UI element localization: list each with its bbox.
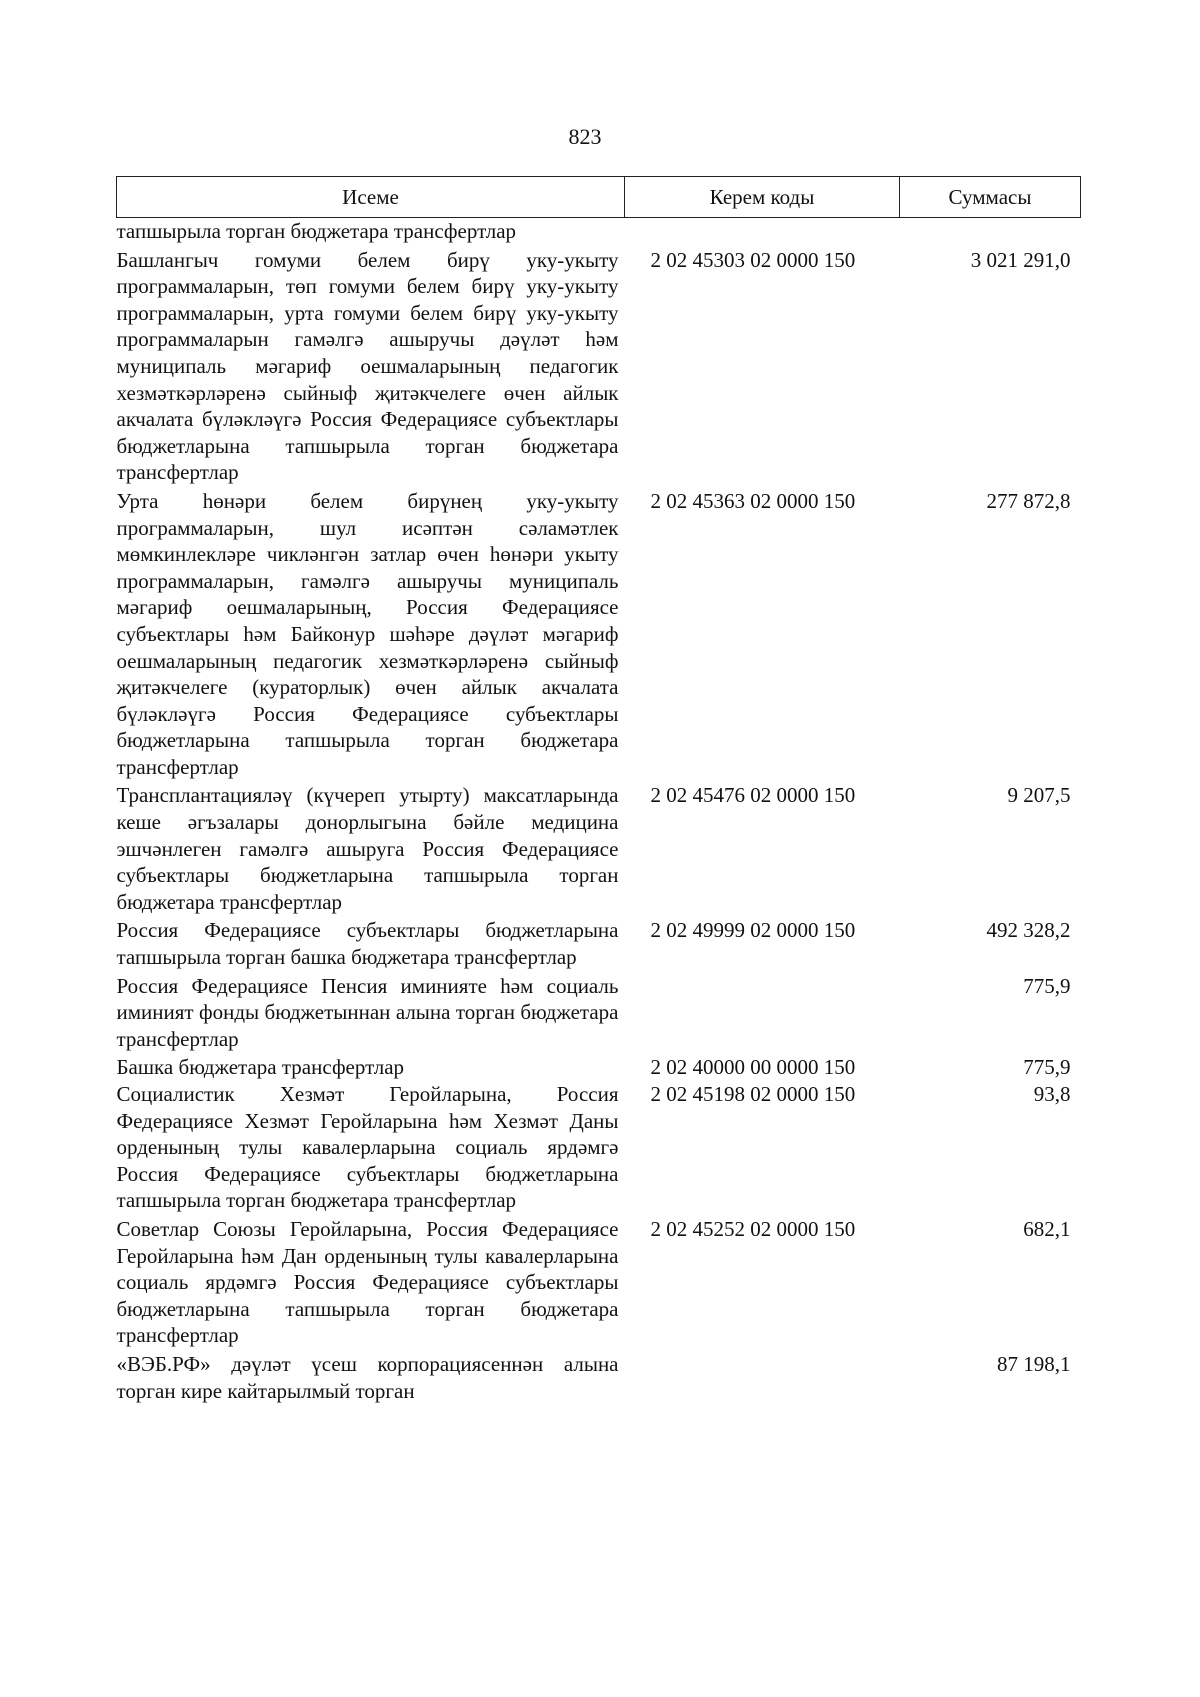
row-sum: 277 872,8 [986, 488, 1071, 513]
row-sum: 93,8 [1033, 1082, 1071, 1106]
row-code: 2 02 45252 02 0000 150 [650, 1216, 856, 1241]
header-row [117, 177, 1081, 218]
header-sum: Суммасы [900, 177, 1081, 218]
row-sum: 9 207,5 [1007, 783, 1071, 808]
header-name: Исеме [117, 177, 625, 218]
table-row [117, 218, 1081, 245]
row-name: Башлангыч гомуми белем бирү уку-укыту программаларын, төп гомуми белем бирү уку-укыту программаларын, урта гомуми белем бирү уку-укыту программаларын гамәлгә ашыручы дәүләт һәм муниципаль мәгариф оешмаларының педагогик хезмәткәрләренә сыйныф җитәкчелеге өчен айлык акчалата бүләкләүгә Россия Федерациясе субъектлары бюджетларына тапшырыла торган бюджетара трансфертлар [116, 247, 619, 485]
table-row [117, 971, 1081, 1053]
table-body [117, 218, 1081, 1405]
table-row [117, 1349, 1081, 1404]
table-row [117, 1214, 1081, 1349]
budget-table [116, 176, 1081, 1404]
row-name: Россия Федерациясе Пенсия иминияте һәм социаль иминият фонды бюджетыннан алына торган бюджетара трансфертлар [116, 973, 619, 1051]
row-code [625, 1349, 900, 1404]
row-name: Башка бюджетара трансфертлар [116, 1055, 405, 1080]
row-sum [900, 218, 1081, 245]
row-sum: 775,9 [1023, 973, 1071, 998]
row-name: тапшырыла торган бюджетара трансфертлар [116, 219, 517, 243]
budget-table-container [116, 176, 1080, 1404]
row-name: Социалистик Хезмәт Геройларына, Россия Федерациясе Хезмәт Геройларына һәм Хезмәт Даны орденының тулы кавалерларына социаль ярдәмгә Россия Федерациясе субъектлары бюджетларына тапшырыла торган бюджетара трансфертлар [116, 1082, 619, 1213]
row-code: 2 02 40000 00 0000 150 [650, 1055, 856, 1080]
row-sum: 775,9 [1023, 1055, 1071, 1080]
row-sum: 682,1 [1023, 1216, 1071, 1241]
row-code: 2 02 45363 02 0000 150 [650, 488, 856, 513]
table-row [117, 915, 1081, 970]
table-row [117, 1052, 1081, 1081]
row-name: «ВЭБ.РФ» дәүләт үсеш корпорациясеннән алына торган кире кайтарылмый торган [116, 1351, 619, 1403]
row-code: 2 02 45476 02 0000 150 [650, 783, 856, 808]
table-row [117, 780, 1081, 915]
row-code [625, 218, 900, 245]
row-sum: 87 198,1 [997, 1351, 1071, 1376]
row-code: 2 02 45198 02 0000 150 [650, 1082, 856, 1106]
row-sum: 3 021 291,0 [970, 247, 1071, 272]
row-name: Трансплантацияләү (күчереп утырту) максатларында кеше әгъзалары донорлыгына бәйле медицина эшчәнлеген гамәлгә ашыруга Россия Федерациясе субъектлары бюджетларына тапшырыла торган бюджетара трансфертлар [116, 783, 619, 914]
row-code: 2 02 49999 02 0000 150 [650, 918, 856, 943]
row-code: 2 02 45303 02 0000 150 [650, 247, 856, 272]
row-name: Урта һөнәри белем бирүнең уку-укыту программаларын, шул исәптән сәламәтлек мөмкинлекләре чикләнгән затлар өчен һөнәри укыту программаларын, гамәлгә ашыручы муниципаль мәгариф оешмаларының, Россия Федерациясе субъектлары һәм Байконур шәһәре дәүләт мәгариф оешмаларының педагогик хезмәткәрләренә сыйныф җитәкчелеге (кураторлык) өчен айлык акчалата бүләкләүгә Россия Федерациясе субъектлары бюджетларына тапшырыла торган бюджетара трансфертлар [116, 488, 619, 779]
table-row [117, 1081, 1081, 1214]
row-name: Россия Федерациясе субъектлары бюджетларына тапшырыла торган башка бюджетара трансфертлар [116, 918, 619, 970]
row-name: Советлар Союзы Геройларына, Россия Федерациясе Геройларына һәм Дан орденының тулы кавалерларына социаль ярдәмгә Россия Федерациясе субъектлары бюджетларына тапшырыла торган бюджетара трансфертлар [116, 1216, 619, 1348]
table-row [117, 245, 1081, 486]
row-sum: 492 328,2 [986, 918, 1071, 943]
table-row [117, 486, 1081, 781]
row-code [625, 971, 900, 1053]
page-number: 823 [568, 124, 602, 149]
header-code: Керем коды [625, 177, 900, 218]
table-header [117, 177, 1081, 218]
